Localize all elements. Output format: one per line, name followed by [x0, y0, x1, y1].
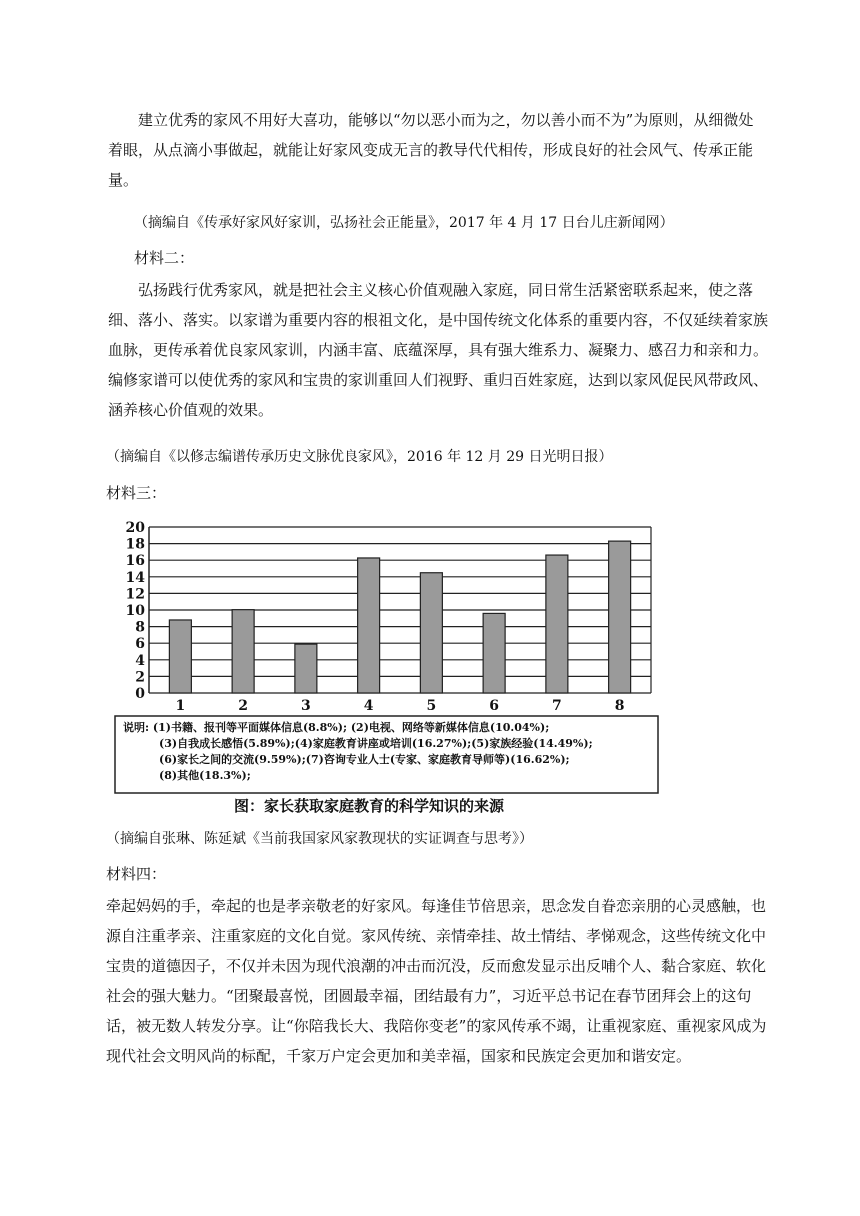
heading-material-four: 材料四： — [106, 865, 167, 883]
x-tick-label: 1 — [175, 698, 186, 714]
bar-3 — [295, 644, 317, 693]
legend-line: (8)其他(18.3%); — [159, 769, 251, 782]
bar-2 — [232, 610, 254, 693]
y-tick-label: 12 — [125, 586, 145, 603]
x-tick-label: 5 — [426, 698, 437, 714]
y-tick-label: 6 — [135, 636, 145, 653]
paragraph-material-four: 牵起妈妈的手，牵起的也是孝亲敬老的好家风。每逢佳节倍思亲，思念发自眷恋亲朋的心灵感触，也源自注重孝亲、注重家庭的文化自觉。家风传统、亲情牵挂、故土情结、孝悌观念，这些传统文化中宝贵的道德因子，不仅并未因为现代浪潮的冲击而沉没，反而愈发显示出反哺个人、黏合家庭、软化社会的强大魅力。“团聚最喜悦，团圆最幸福，团结最有力”，习近平总书记在春节团拜会上的这句话，被无数人转发分享。让“你陪我长大、我陪你变老”的家风传承不竭，让重视家庭、重视家风成为现代社会文明风尚的标配，千家万户定会更加和美幸福，国家和民族定会更加和谐安定。 — [106, 897, 767, 1065]
y-tick-label: 8 — [135, 619, 145, 636]
legend-line: (6)家长之间的交流(9.59%);(7)咨询专业人士(专家、家庭教育导师等)(16.62%); — [159, 753, 570, 766]
x-tick-label: 4 — [363, 698, 374, 714]
y-tick-label: 4 — [135, 652, 145, 669]
y-tick-label: 0 — [135, 686, 145, 702]
y-tick-label: 18 — [125, 536, 145, 553]
bar-7 — [546, 555, 568, 693]
bar-5 — [420, 573, 442, 693]
y-tick-label: 16 — [125, 553, 145, 570]
legend-line: 说明: (1)书籍、报刊等平面媒体信息(8.8%); (2)电视、网络等新媒体信息(10.04%); — [123, 721, 550, 734]
bar-chart-figure — [113, 514, 661, 820]
source-citation-3: （摘编自张琳、陈延斌《当前我国家风家教现状的实证调查与思考》） — [106, 831, 533, 847]
y-tick-label: 2 — [135, 669, 145, 686]
x-tick-label: 6 — [489, 698, 499, 714]
heading-material-three: 材料三： — [106, 484, 167, 502]
chart-title: 图：家长获取家庭教育的科学知识的来源 — [233, 797, 505, 815]
paragraph-material-two: 弘扬践行优秀家风，就是把社会主义核心价值观融入家庭，同日常生活紧密联系起来，使之落细、落小、落实。以家谱为重要内容的根祖文化，是中国传统文化体系的重要内容，不仅延续着家族血脉，更传承着优良家风家训，内涵丰富、底蕴深厚，具有强大维系力、凝聚力、感召力和亲和力。编修家谱可以使优秀的家风和宝贵的家训重回人们视野、重归百姓家庭，达到以家风促民风带政风、涵养核心价值观的效果。 — [108, 281, 769, 419]
paragraph-material-one-conclusion: 建立优秀的家风不用好大喜功，能够以“勿以恶小而为之，勿以善小而不为”为原则，从细微处着眼，从点滴小事做起，就能让好家风变成无言的教导代代相传，形成良好的社会风气、传承正能量。 — [108, 111, 754, 189]
x-tick-label: 7 — [552, 698, 562, 714]
y-tick-label: 14 — [125, 569, 145, 586]
y-tick-label: 10 — [125, 603, 145, 619]
bar-6 — [483, 613, 505, 693]
x-tick-label: 3 — [301, 698, 311, 714]
source-citation-2: （摘编自《以修志编谱传承历史文脉优良家风》，2016 年 12 月 29 日光明日报） — [106, 449, 613, 465]
bar-chart — [113, 514, 661, 820]
heading-material-two: 材料二： — [134, 249, 195, 267]
bar-8 — [609, 541, 631, 693]
x-tick-label: 8 — [614, 698, 625, 714]
x-tick-label: 2 — [238, 698, 248, 714]
source-citation-1: （摘编自《传承好家风好家训，弘扬社会正能量》，2017 年 4 月 17 日台儿庄新闻网） — [134, 215, 674, 231]
y-tick-label: 20 — [125, 520, 145, 536]
legend-line: (3)自我成长感悟(5.89%);(4)家庭教育讲座或培训(16.27%);(5)家族经验(14.49%); — [159, 737, 593, 750]
bar-4 — [358, 558, 380, 693]
bar-1 — [169, 620, 191, 693]
